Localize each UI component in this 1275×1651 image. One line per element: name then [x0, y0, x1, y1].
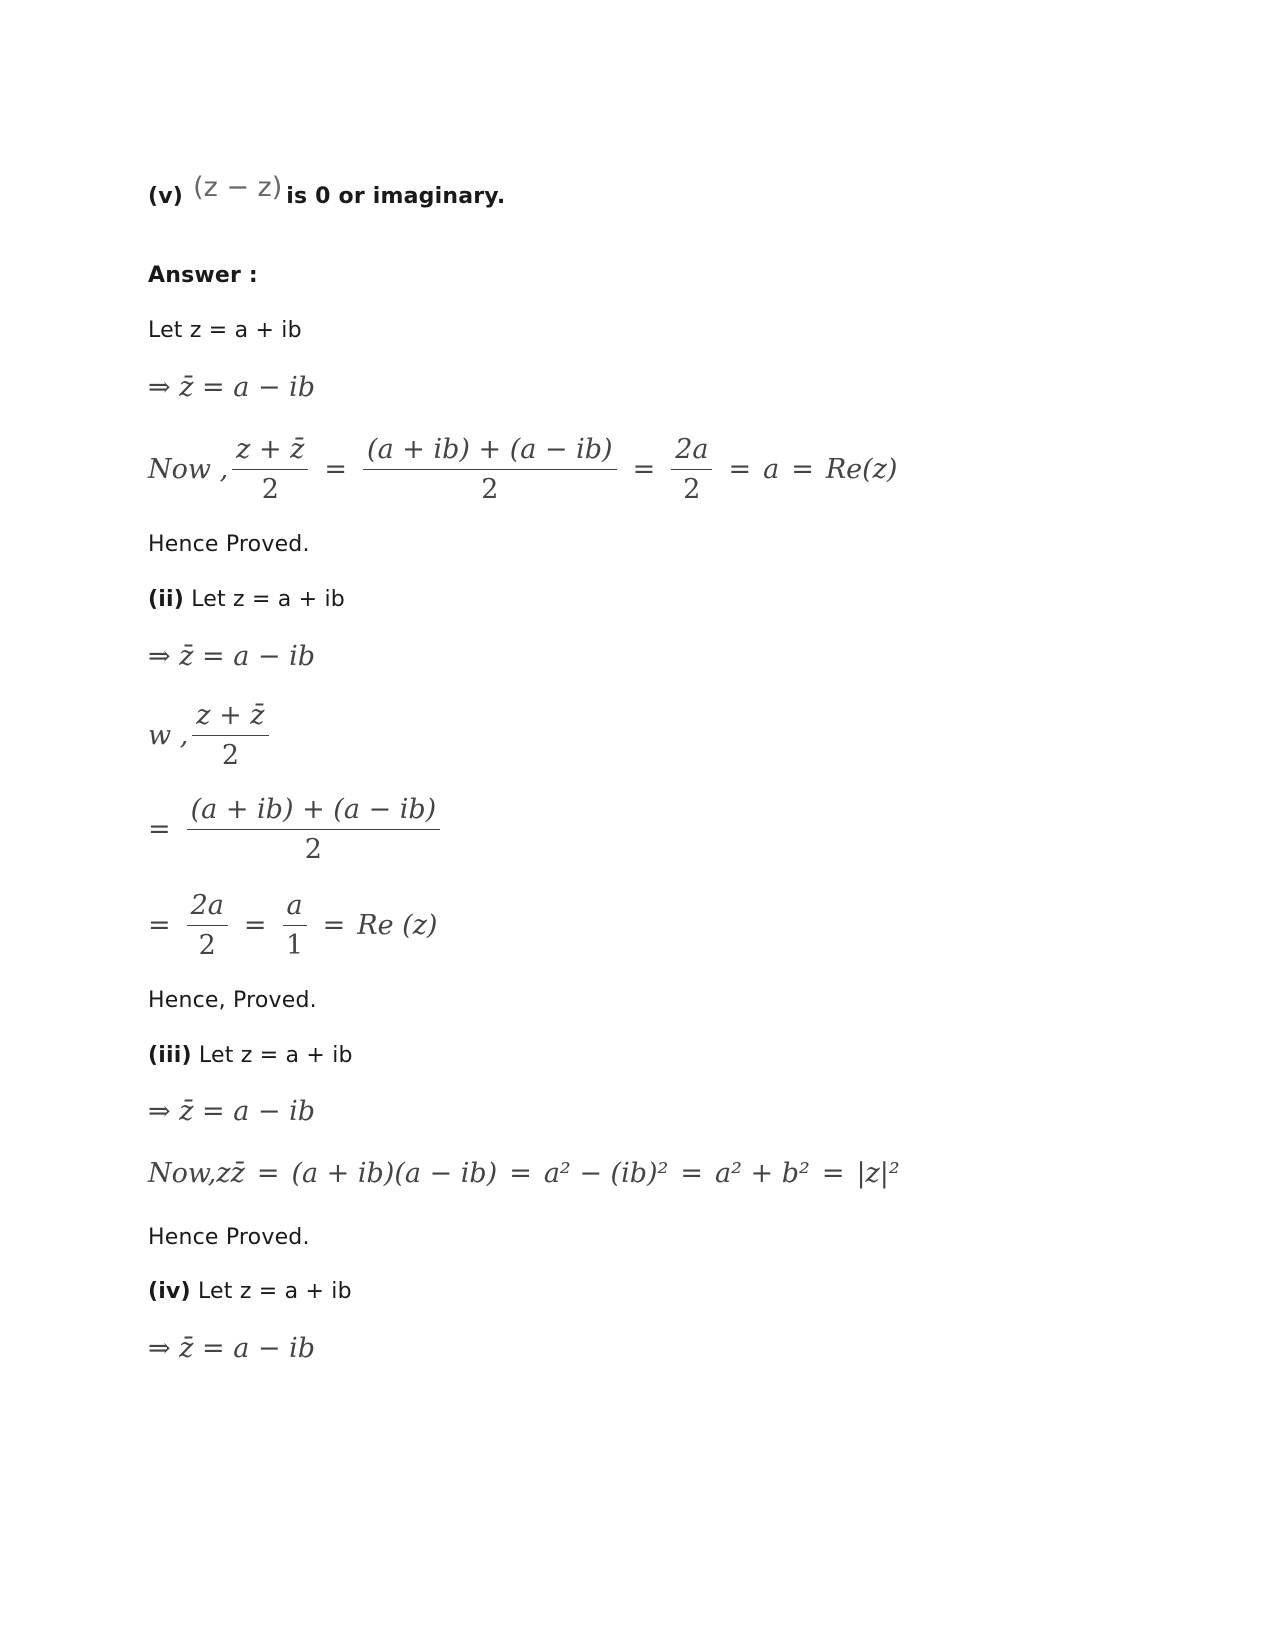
- denominator: 2: [304, 834, 322, 865]
- equals-sign: =: [148, 814, 171, 845]
- equals-sign: =: [324, 454, 348, 485]
- question-label: (v): [148, 184, 184, 209]
- denominator: 1: [285, 930, 304, 961]
- numerator: z + z̄: [232, 434, 308, 470]
- fraction: [187, 890, 228, 961]
- conjugate-equation: ⇒ z̄ = a − ib: [148, 372, 316, 403]
- equals-sign: =: [680, 1158, 703, 1189]
- equals-sign: =: [243, 910, 267, 941]
- numerator: (a + ib) + (a − ib): [187, 794, 441, 830]
- numerator: 2a: [187, 890, 228, 926]
- denominator: 2: [481, 474, 499, 505]
- now-label: Now,zz̄: [148, 1158, 245, 1189]
- conjugate-equation: ⇒ z̄ = a − ib: [148, 1096, 316, 1127]
- denominator: 2: [221, 740, 239, 771]
- expression: a² − (ib)²: [543, 1158, 669, 1189]
- denominator: 2: [261, 474, 279, 505]
- equals-sign: =: [821, 1158, 845, 1189]
- equals-sign: =: [509, 1158, 532, 1189]
- w-label: w ,: [148, 720, 189, 751]
- now-equation: [148, 434, 897, 505]
- hence-proved: Hence Proved.: [148, 532, 310, 557]
- fraction: [671, 434, 712, 505]
- now-label: Now ,: [148, 454, 229, 485]
- conjugate-equation: ⇒ z̄ = a − ib: [148, 1333, 316, 1364]
- part-iii-let: [148, 1043, 353, 1068]
- modulus-equation: [148, 1158, 900, 1189]
- w-expression: [148, 700, 273, 771]
- let-statement: Let z = a + ib: [148, 318, 302, 343]
- part-ii-let: [148, 587, 345, 612]
- equals-sign: =: [148, 910, 171, 941]
- result: Re(z): [825, 454, 898, 485]
- question-text: is 0 or imaginary.: [286, 184, 506, 209]
- equals-sign: =: [632, 454, 656, 485]
- hence-proved: Hence Proved.: [148, 1225, 310, 1250]
- fraction: [192, 700, 268, 771]
- expression: |z|²: [856, 1158, 900, 1189]
- fraction: [283, 890, 307, 961]
- denominator: 2: [198, 930, 216, 961]
- part-label: (ii): [148, 587, 184, 612]
- answer-heading: Answer :: [148, 263, 258, 288]
- numerator: 2a: [671, 434, 712, 470]
- fraction: [232, 434, 308, 505]
- numerator: a: [283, 890, 307, 926]
- equals-sign: =: [322, 910, 346, 941]
- result: Re (z): [357, 910, 438, 941]
- equals-sign: =: [791, 454, 814, 485]
- denominator: 2: [683, 474, 701, 505]
- numerator: z + z̄: [192, 700, 268, 736]
- hence-proved: Hence, Proved.: [148, 988, 317, 1013]
- part-label: (iv): [148, 1279, 191, 1304]
- fraction: [187, 794, 441, 865]
- expression: a² + b²: [714, 1158, 810, 1189]
- let-statement: Let z = a + ib: [191, 1043, 353, 1068]
- expression: (a + ib)(a − ib): [291, 1158, 498, 1189]
- result: a: [763, 454, 780, 485]
- numerator: (a + ib) + (a − ib): [363, 434, 617, 470]
- simplification: [148, 890, 437, 961]
- part-iv-let: [148, 1279, 352, 1304]
- fraction: [363, 434, 617, 505]
- let-statement: Let z = a + ib: [190, 1279, 352, 1304]
- equals-sign: =: [728, 454, 752, 485]
- conjugate-equation: ⇒ z̄ = a − ib: [148, 641, 316, 672]
- question-v: [148, 172, 505, 215]
- question-expression: (z − z): [193, 172, 283, 203]
- part-label: (iii): [148, 1043, 192, 1068]
- let-statement: Let z = a + ib: [184, 587, 345, 612]
- expansion: [148, 794, 444, 865]
- equals-sign: =: [256, 1158, 280, 1189]
